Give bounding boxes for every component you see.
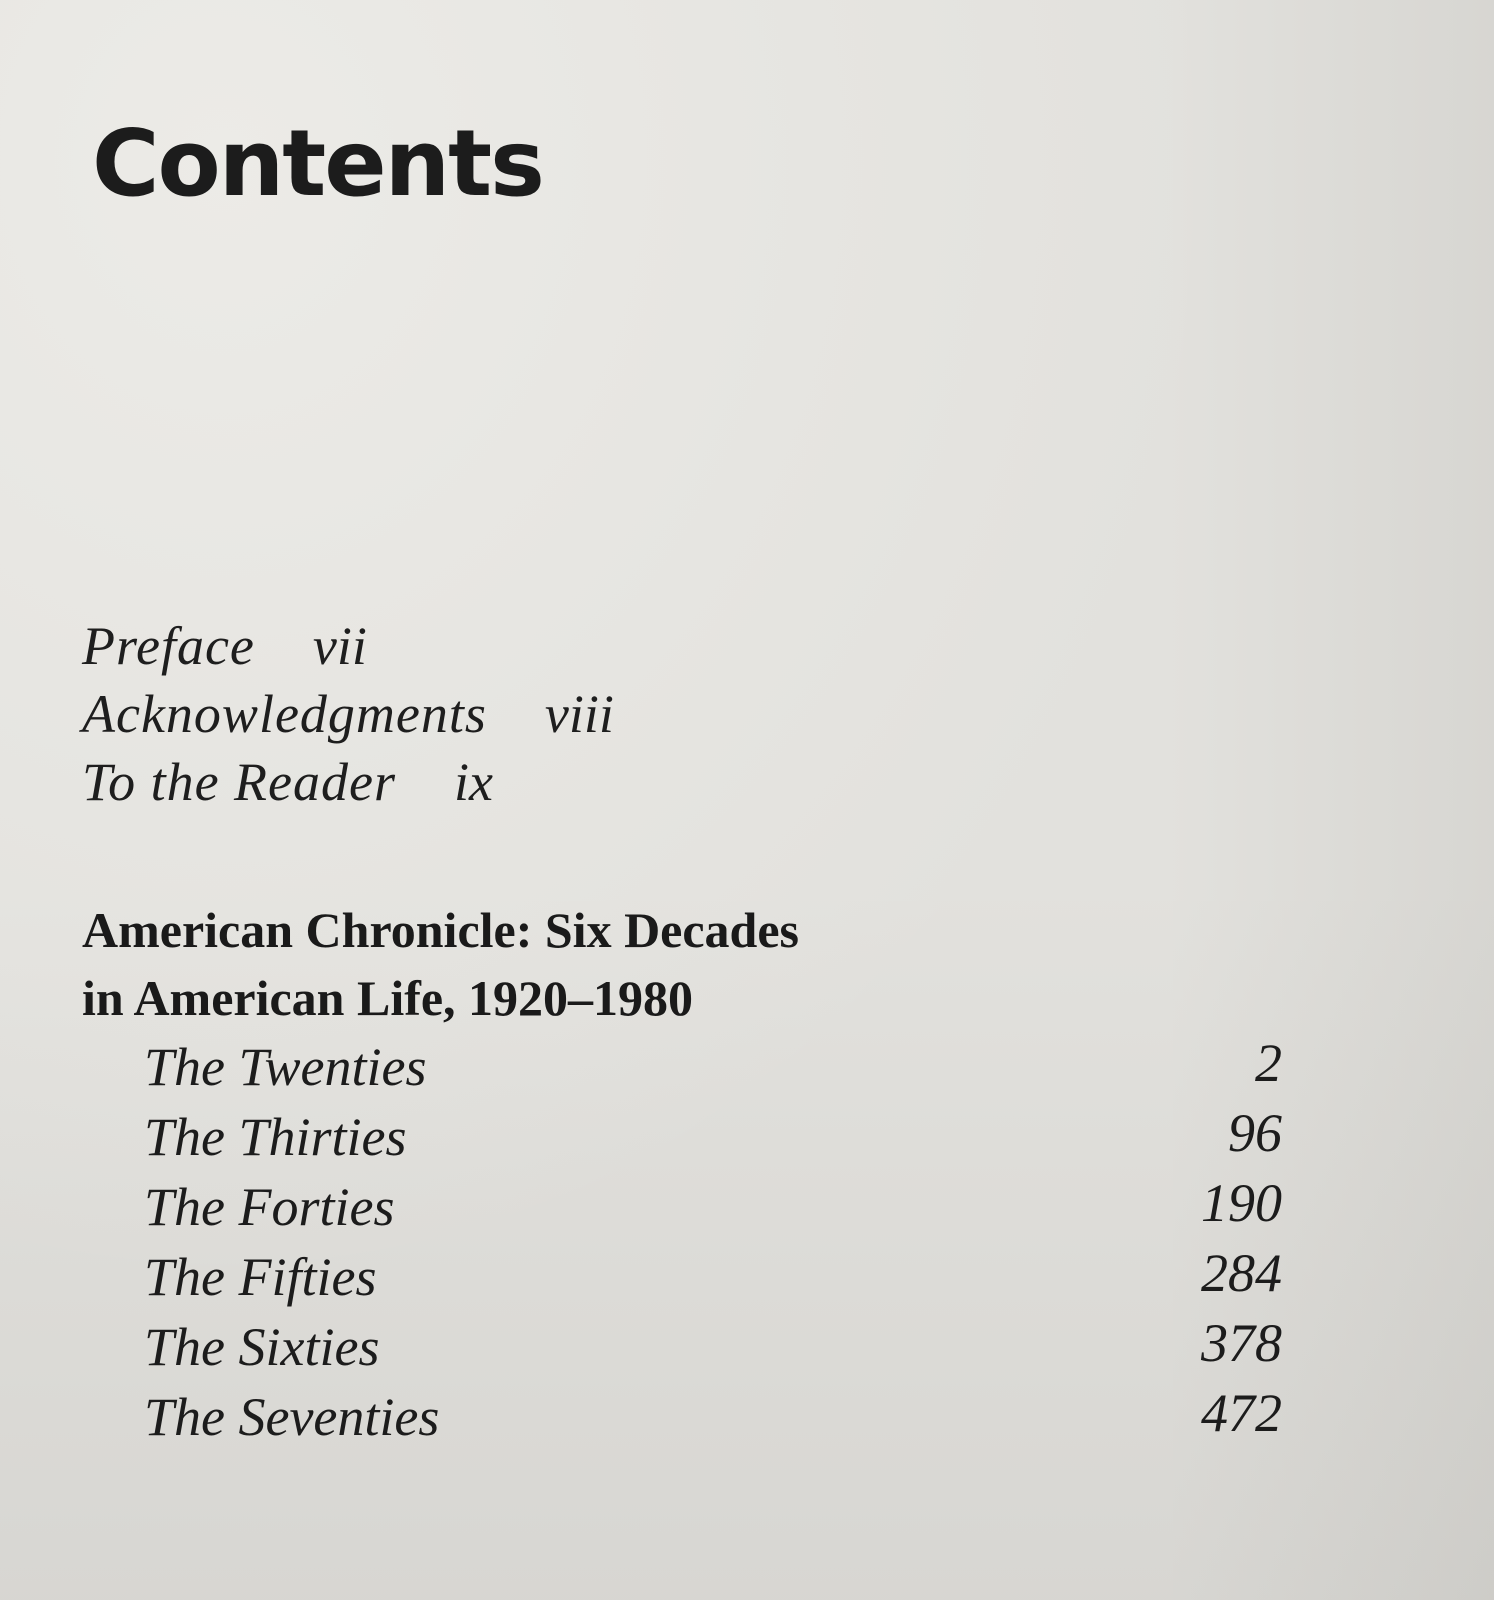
front-matter-item	[82, 612, 614, 680]
decade-page-number: 472	[1201, 1383, 1282, 1443]
decade-title: The Sixties	[144, 1317, 380, 1377]
decade-entry	[82, 1032, 1282, 1102]
front-matter-page: vii	[312, 616, 367, 676]
page-title: Contents	[92, 110, 543, 217]
decade-entry	[82, 1242, 1282, 1312]
front-matter-title: Preface	[82, 616, 255, 676]
decade-entry	[82, 1312, 1282, 1382]
section-title-line: American Chronicle: Six Decades	[82, 902, 800, 958]
decade-title: The Seventies	[144, 1387, 440, 1447]
decade-title: The Twenties	[144, 1037, 427, 1097]
decade-page-number: 96	[1228, 1103, 1282, 1163]
front-matter-title: To the Reader	[82, 752, 396, 812]
decade-list	[82, 1032, 1282, 1452]
front-matter-list	[82, 612, 614, 816]
decade-title: The Forties	[144, 1177, 395, 1237]
decade-page-number: 378	[1201, 1313, 1282, 1373]
decade-page-number: 190	[1201, 1173, 1282, 1233]
section-title-line: in American Life, 1920–1980	[82, 970, 694, 1026]
section-title	[82, 896, 962, 1032]
front-matter-page: ix	[453, 752, 493, 812]
decade-title: The Fifties	[144, 1247, 377, 1307]
decade-title: The Thirties	[144, 1107, 407, 1167]
decade-page-number: 2	[1255, 1033, 1282, 1093]
decade-page-number: 284	[1201, 1243, 1282, 1303]
decade-entry	[82, 1102, 1282, 1172]
front-matter-title: Acknowledgments	[82, 684, 487, 744]
front-matter-item	[82, 680, 614, 748]
decade-entry	[82, 1382, 1282, 1452]
front-matter-page: viii	[544, 684, 614, 744]
decade-entry	[82, 1172, 1282, 1242]
chronicle-section	[82, 896, 1282, 1452]
front-matter-item	[82, 748, 614, 816]
